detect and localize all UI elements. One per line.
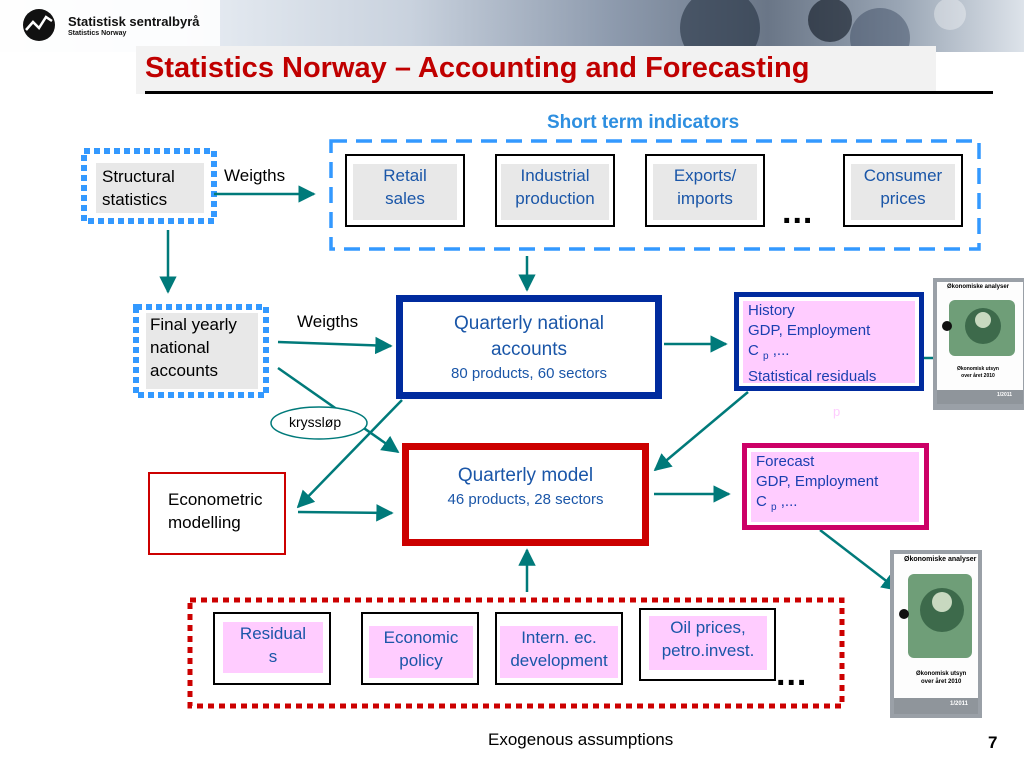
final-yearly-line3: accounts	[150, 361, 219, 380]
weights-label-mid: Weigths	[297, 312, 359, 331]
banknote-portrait-image-2	[898, 570, 976, 662]
kryssloep-label: kryssløp	[289, 414, 342, 430]
book-bottom-sub1: Økonomisk utsyn	[916, 671, 967, 677]
qna-line1: Quarterly national	[454, 313, 604, 334]
residuals-line1: Residual	[239, 624, 307, 643]
econometric-box	[148, 472, 286, 555]
book-top-issue: 1/2011	[997, 392, 1013, 398]
publication-cover-bottom	[890, 550, 982, 718]
indicator-consumer-prices	[843, 154, 963, 227]
consumer-line2: prices	[880, 189, 926, 208]
qna-line3: 80 products, 60 sectors	[451, 365, 607, 382]
qna-line2: accounts	[490, 339, 568, 360]
forecast-line2: GDP, Employment	[756, 473, 879, 490]
book-bottom-sub2: over året 2010	[920, 679, 962, 685]
industrial-line2: production	[515, 189, 595, 208]
history-c: C	[748, 342, 759, 359]
banknote-portrait-image	[941, 296, 1021, 358]
oil-line2: petro.invest.	[661, 641, 755, 660]
consumer-line1: Consumer	[863, 166, 943, 185]
industrial-line1: Industrial	[520, 166, 590, 185]
book-bottom-title: Økonomiske analyser	[904, 556, 977, 563]
book-top-sub1: Økonomisk utsyn	[957, 366, 999, 372]
exports-line2: imports	[677, 189, 733, 208]
econometric-line2: modelling	[168, 513, 241, 532]
history-c-rest: ,...	[772, 342, 790, 359]
book-top-title: Økonomiske analyser	[947, 284, 1010, 290]
exogenous-residuals	[213, 612, 331, 685]
intern-line2: development	[510, 651, 608, 670]
exogenous-caption: Exogenous assumptions	[488, 730, 674, 749]
page-number: 7	[988, 733, 998, 752]
econometric-line1: Econometric	[168, 490, 263, 509]
exogenous-economic-policy	[361, 612, 479, 685]
quarterly-model-box	[402, 443, 649, 546]
book-top-sub2: over året 2010	[961, 373, 995, 379]
oil-line1: Oil prices,	[670, 618, 746, 637]
forecast-c: C	[756, 493, 767, 510]
short-term-heading: Short term indicators	[547, 112, 740, 133]
forecast-line1: Forecast	[756, 453, 815, 470]
policy-line2: policy	[399, 651, 443, 670]
weights-label-top: Weigths	[224, 166, 286, 185]
org-name: Statistisk sentralbyrå	[68, 14, 200, 29]
exogenous-oil-prices	[639, 608, 776, 681]
history-c-sub: p	[763, 351, 769, 362]
arrow-econometric-to-qmodel	[298, 512, 392, 513]
exogenous-intern-development	[495, 612, 623, 685]
indicator-exports-imports	[645, 154, 765, 227]
history-line1: History	[748, 302, 795, 319]
org-sub: Statistics Norway	[68, 30, 127, 37]
quarterly-national-accounts-box	[396, 295, 662, 399]
qmodel-line1: Quarterly model	[457, 465, 594, 486]
qmodel-line2: 46 products, 28 sectors	[447, 491, 604, 508]
exports-line1: Exports/	[673, 166, 737, 185]
structural-line2: statistics	[102, 190, 168, 209]
indicator-retail-sales	[345, 154, 465, 227]
structural-statistics-box	[96, 163, 204, 213]
stray-p-label: p	[833, 404, 841, 419]
forecast-box	[742, 443, 929, 530]
arrow-forecast-to-book	[820, 530, 898, 590]
forecast-c-rest: ,...	[780, 493, 798, 510]
arrow-history-to-qmodel	[655, 392, 748, 470]
final-yearly-line1: Final yearly	[150, 315, 237, 334]
indicator-ellipsis: ...	[782, 193, 814, 231]
exogenous-ellipsis: ...	[776, 655, 808, 693]
retail-line2: sales	[385, 189, 425, 208]
history-line2: GDP, Employment	[748, 322, 871, 339]
history-box	[734, 292, 924, 391]
publication-cover-top	[933, 278, 1024, 410]
final-yearly-line2: national	[150, 338, 210, 357]
structural-line1: Structural	[102, 167, 175, 186]
forecast-c-sub: p	[771, 502, 777, 513]
history-line4: Statistical residuals	[748, 368, 877, 385]
final-yearly-box	[146, 313, 258, 389]
page-title: Statistics Norway – Accounting and Forecasting	[145, 52, 810, 84]
residuals-line2: s	[268, 647, 278, 666]
policy-line1: Economic	[383, 628, 459, 647]
book-bottom-issue: 1/2011	[950, 701, 969, 707]
indicator-industrial-production	[495, 154, 615, 227]
retail-line1: Retail	[383, 166, 427, 185]
arrow-final-to-qna	[278, 342, 391, 346]
intern-line1: Intern. ec.	[521, 628, 597, 647]
